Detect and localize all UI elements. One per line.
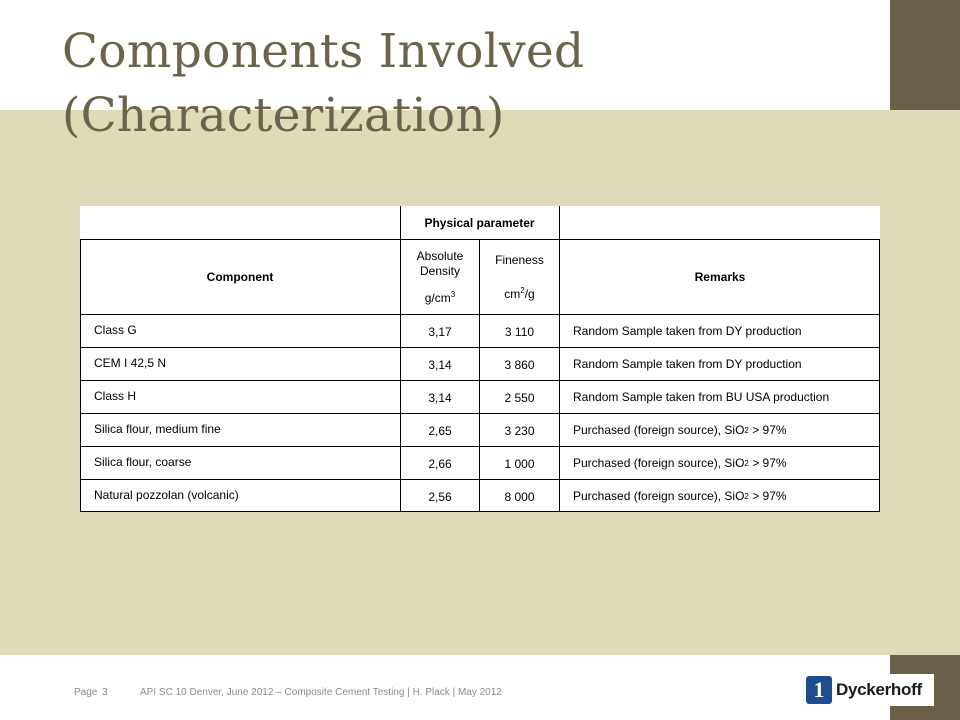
corner-accent-top	[890, 0, 960, 110]
grid-line	[879, 239, 880, 512]
cell-remark: Purchased (foreign source), SiO 2 > 97%	[560, 480, 880, 512]
cell-density: 3,17	[401, 315, 479, 347]
logo-wordmark: Dyckerhoff	[836, 680, 922, 699]
cell-fineness: 8 000	[480, 480, 559, 512]
cell-remark: Random Sample taken from DY production	[560, 315, 880, 347]
header-physical-parameter: Physical parameter	[400, 206, 559, 239]
slide-title: Components Involved (Characterization)	[62, 24, 585, 143]
grid-line	[80, 446, 880, 447]
cell-density: 2,66	[401, 447, 479, 479]
fineness-label: Fineness	[495, 252, 544, 267]
cell-component: Class H	[80, 381, 400, 413]
grid-line	[559, 206, 560, 512]
header-remarks: Remarks	[560, 240, 880, 314]
cell-density: 2,56	[401, 480, 479, 512]
fineness-unit: $cm^2/g$	[504, 285, 535, 301]
grid-line	[80, 380, 880, 381]
cell-density: 3,14	[401, 381, 479, 413]
cell-density: 3,14	[401, 348, 479, 380]
footer-page-label: Page	[74, 687, 98, 698]
density-label-line1: Absolute	[416, 248, 464, 263]
cell-fineness: 3 860	[480, 348, 559, 380]
density-unit: $g/cm^3$	[424, 289, 456, 305]
cell-component: Natural pozzolan (volcanic)	[80, 480, 400, 512]
logo-mark-icon: 1	[806, 676, 832, 704]
cell-fineness: 3 110	[480, 315, 559, 347]
cell-remark: Purchased (foreign source), SiO 2 > 97%	[560, 447, 880, 479]
header-absolute-density	[401, 240, 479, 314]
grid-line	[479, 239, 480, 512]
grid-line	[80, 347, 880, 348]
cell-remark: Random Sample taken from BU USA production	[560, 381, 880, 413]
grid-line	[80, 239, 81, 512]
density-label-line2: Density	[419, 263, 460, 278]
grid-line	[80, 511, 880, 512]
cell-fineness: 2 550	[480, 381, 559, 413]
cell-fineness: 3 230	[480, 414, 559, 446]
cell-remark: Purchased (foreign source), SiO 2 > 97%	[560, 414, 880, 446]
cell-component: Silica flour, medium fine	[80, 414, 400, 446]
cell-component: Silica flour, coarse	[80, 447, 400, 479]
cell-remark: Random Sample taken from DY production	[560, 348, 880, 380]
dyckerhoff-logo	[806, 674, 934, 706]
cell-component: CEM I 42,5 N	[80, 348, 400, 380]
cell-density: 2,65	[401, 414, 479, 446]
header-fineness	[480, 240, 559, 314]
grid-line	[80, 479, 880, 480]
footer-page-number: 3	[102, 687, 108, 698]
cell-fineness: 1 000	[480, 447, 559, 479]
grid-line	[400, 206, 401, 512]
header-component: Component	[80, 240, 400, 314]
grid-line	[80, 413, 880, 414]
footer-citation: API SC 10 Denver, June 2012 – Composite Cement Testing | H. Plack | May 2012	[140, 687, 502, 698]
grid-line	[80, 314, 880, 315]
characterization-table	[80, 206, 880, 512]
grid-line	[80, 239, 880, 240]
cell-component: Class G	[80, 315, 400, 347]
